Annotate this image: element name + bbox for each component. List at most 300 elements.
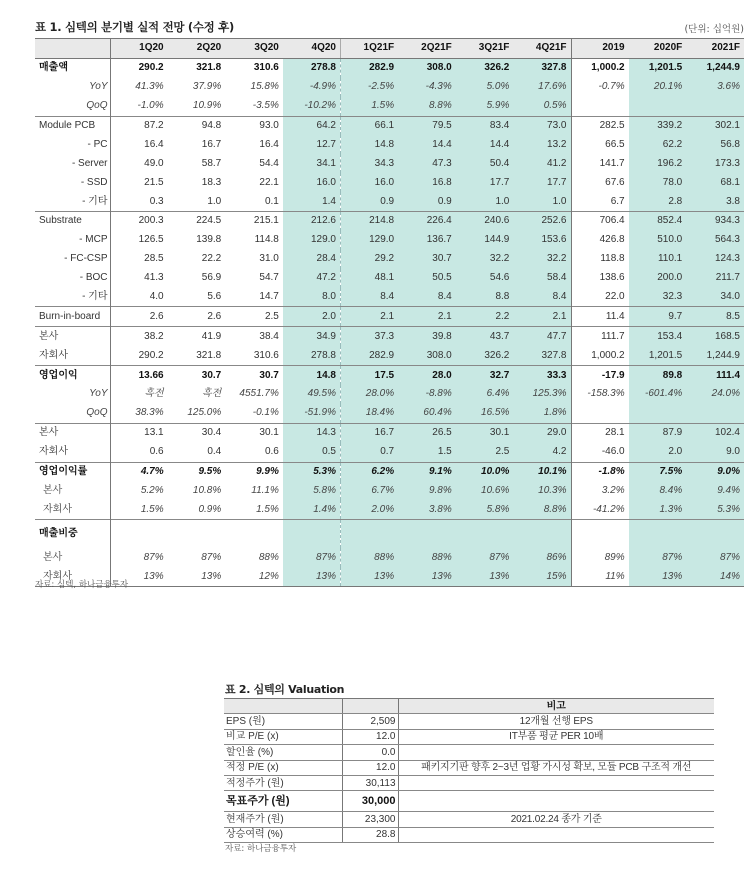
table-cell: 22.2 [201,253,222,265]
table-cell: 110.1 [629,250,687,269]
table-cell: 7.5% [629,462,687,481]
column-header: 3Q21F [456,39,514,59]
table-cell: 14.4 [456,135,514,154]
table-cell: 0.3 [149,195,164,207]
table-cell: -1.8% [571,462,629,481]
value-cell: 2,509 [342,714,398,729]
table-cell: 1.8% [513,404,571,423]
table-cell: 38.4 [225,327,283,346]
table-cell: 9.1% [398,462,456,481]
table-cell: 153.6 [513,231,571,250]
column-header: 3Q20 [225,39,283,59]
table-row [35,250,744,269]
table-cell: 13% [110,567,168,586]
table-cell: 14% [686,567,744,586]
table-cell: 215.1 [225,212,283,231]
table-cell: 1.5% [341,97,399,116]
value-cell: 12.0 [342,760,398,775]
table-cell: 1.5% [140,503,164,515]
table-cell: -4.3% [398,78,456,97]
row-label: 본사 [35,423,110,442]
table-row [35,212,744,231]
table-cell: 196.2 [629,154,687,173]
table-cell: 28.0 [398,366,456,385]
table-cell: 28.4 [283,250,341,269]
table-cell: 5.6 [207,291,222,303]
table-cell: 14.4 [398,135,456,154]
valuation-table [224,698,714,843]
table-cell: 5.0% [456,78,514,97]
table-cell: 282.5 [571,116,629,135]
table-cell: 290.2 [138,62,164,74]
table-cell: 125.0% [187,407,222,419]
table-cell: 124.3 [686,250,744,269]
table-cell [571,520,629,549]
row-label: - Server [35,154,110,173]
table-cell: 14.3 [283,423,341,442]
table-cell: 14.8 [283,366,341,385]
table-cell: 50.5 [398,269,456,288]
table-cell: 8.4 [341,288,399,307]
table-cell: 6.2% [341,462,399,481]
row-label: EPS (원) [224,714,342,729]
table-cell: 54.6 [456,269,514,288]
table-cell: 852.4 [629,212,687,231]
table-cell: 87% [201,551,222,563]
table-cell: 141.7 [571,154,629,173]
table-cell: -0.1% [252,407,279,419]
table-cell: 6.7 [571,192,629,211]
row-label: YoY [35,385,110,404]
table-cell: 224.5 [168,212,226,231]
table-row [35,385,744,404]
table-cell: 13.2 [513,135,571,154]
table-cell: 118.8 [571,250,629,269]
table-cell: 34.1 [283,154,341,173]
table-cell: 41.9 [168,327,226,346]
table-cell: 18.4% [341,404,399,423]
table-cell: 3.6% [686,78,744,97]
table-cell: 4.2 [513,443,571,462]
table-cell: 13% [341,567,399,586]
table-cell: 5.8% [283,481,341,500]
table-cell: 24.0% [686,385,744,404]
table-cell: 2.0% [341,500,399,519]
table-cell: 173.3 [686,154,744,173]
table-cell: 126.5 [138,234,164,246]
table-cell [110,520,168,549]
column-header [224,699,342,714]
table-cell: 1.4% [283,500,341,519]
table-cell: 9.9% [225,462,283,481]
table-row [224,745,714,760]
note-cell: IT부품 평균 PER 10배 [398,729,714,744]
table-row [224,827,714,842]
table-cell [513,520,571,549]
table-cell: 87% [143,551,164,563]
table-cell: 87% [686,548,744,567]
table-cell: 10.6% [456,481,514,500]
table-cell: 102.4 [686,423,744,442]
value-cell: 30,000 [342,791,398,812]
table-row [35,135,744,154]
table-cell: 22.1 [259,176,279,188]
column-header: 2020F [629,39,687,59]
table-cell: 1.3% [629,500,687,519]
table-cell: 114.8 [254,234,279,246]
table-cell: -51.9% [283,404,341,423]
table-cell: 11.1% [251,484,279,496]
table-cell: 214.8 [341,212,399,231]
table-cell: 510.0 [629,231,687,250]
table-cell: 28.5 [144,253,164,265]
table-cell: 10.1% [513,462,571,481]
table-cell: -601.4% [629,385,687,404]
table-cell: 2.8 [629,192,687,211]
row-label: - 기타 [35,288,110,307]
table-cell: 67.6 [571,173,629,192]
table-cell [225,520,283,549]
table-cell: 31.0 [259,253,279,265]
row-label: 적정 P/E (x) [224,760,342,775]
table-cell: 29.0 [513,423,571,442]
table-cell: 56.9 [201,272,222,284]
table-cell: 290.2 [138,349,164,361]
table-cell: 1.0 [456,192,514,211]
row-label: 자회사 [35,567,110,586]
table-row [35,423,744,442]
table-cell: 37.9% [192,81,222,93]
table-cell [456,520,514,549]
table1-title: 표 1. 심텍의 분기별 실적 전망 (수정 후) [35,20,234,34]
table-row [35,462,744,481]
table-cell: 308.0 [398,346,456,365]
table-row [224,729,714,744]
note-cell [398,745,714,760]
row-label: 영업이익률 [35,462,110,481]
column-header [342,699,398,714]
table-cell: -2.5% [341,78,399,97]
table2-source: 자료: 하나금융투자 [225,844,297,854]
table-cell: 2.2 [456,307,514,327]
table-cell: 37.3 [341,327,399,346]
table-cell: 30.1 [225,423,283,442]
table-cell: 16.0 [283,173,341,192]
row-label: 할인율 (%) [224,745,342,760]
table-cell: 2.0 [283,307,341,327]
table-cell: 32.2 [513,250,571,269]
table-cell: 2.5 [225,307,283,327]
table-cell [629,404,687,423]
table-cell: 321.8 [196,62,222,74]
table-cell: 60.4% [398,404,456,423]
row-label: - PC [35,135,110,154]
table-cell: 282.9 [341,58,399,77]
table-cell: 17.7 [456,173,514,192]
table-cell: 16.5% [456,404,514,423]
quarterly-earnings-table [35,38,744,587]
table-cell: 2.6 [110,307,168,327]
table-cell: 934.3 [686,212,744,231]
row-label: 비교 P/E (x) [224,729,342,744]
table-cell: 13% [283,567,341,586]
table-cell [341,520,399,549]
table-cell: 30.7 [168,366,226,385]
table-cell: 28.0% [341,385,399,404]
table-cell: 8.8 [456,288,514,307]
table-cell: 8.8% [398,97,456,116]
table-cell: -10.2% [283,97,341,116]
column-header: 4Q20 [283,39,341,59]
table-cell: 5.2% [140,484,164,496]
table-row [35,173,744,192]
table-cell: 41.2 [513,154,571,173]
table-cell: 6.7% [341,481,399,500]
table-cell: 282.9 [341,346,399,365]
table1-header-row [35,39,744,59]
row-label: 본사 [35,327,110,346]
row-label: Burn-in-board [35,307,110,327]
note-cell [398,827,714,842]
table-cell: 12% [225,567,283,586]
table-cell: 326.2 [456,58,514,77]
row-label: 자회사 [35,443,110,462]
table-cell: 87% [629,548,687,567]
table-cell: 8.5 [686,307,744,327]
table-cell: 129.0 [341,231,399,250]
table-row [35,78,744,97]
table-cell: 2.5 [456,443,514,462]
table-cell: -17.9 [571,366,629,385]
table-cell: 252.6 [513,212,571,231]
table-cell: 278.8 [283,58,341,77]
table-cell: 16.7 [341,423,399,442]
table-cell: -3.5% [252,100,279,112]
row-label: 목표주가 (원) [224,791,342,812]
value-cell: 0.0 [342,745,398,760]
table-cell: 21.5 [144,176,164,188]
table-cell: 9.7 [629,307,687,327]
table-cell: -8.8% [398,385,456,404]
table-cell: 5.9% [456,97,514,116]
table-cell: 16.4 [144,138,164,150]
table-cell: 18.3 [201,176,222,188]
table-cell: 5.3% [283,462,341,481]
table-cell: 212.6 [283,212,341,231]
table-cell: 1.5% [256,503,279,515]
table-cell: 0.5 [283,443,341,462]
table-cell: 22.0 [571,288,629,307]
table-cell: 0.6 [149,446,164,458]
table-cell: 3.2% [571,481,629,500]
row-label: 적정주가 (원) [224,775,342,790]
row-label: - FC-CSP [35,250,110,269]
table-cell: 49.5% [283,385,341,404]
row-label: 자회사 [35,346,110,365]
table-cell: 11% [571,567,629,586]
table-cell: 3.8 [686,192,744,211]
table-cell: 78.0 [629,173,687,192]
table1-header-bar [35,17,744,35]
table-cell: 34.9 [283,327,341,346]
table-row [224,812,714,827]
table-cell: 16.0 [341,173,399,192]
row-label: - MCP [35,231,110,250]
table2-title: 표 2. 심텍의 Valuation [225,683,345,696]
note-cell [398,775,714,790]
table-cell [571,97,629,116]
table-cell: 211.7 [686,269,744,288]
table-cell [571,404,629,423]
row-label: 상승여력 (%) [224,827,342,842]
table-cell: 58.7 [201,157,222,169]
table-cell: 73.0 [513,116,571,135]
table-cell: 129.0 [283,231,341,250]
table-cell [398,520,456,549]
table-row [35,154,744,173]
table-cell: 88% [258,551,279,563]
table-cell: 79.5 [398,116,456,135]
table-row [35,327,744,346]
table2-header-row [224,699,714,714]
table-cell: 17.7 [513,173,571,192]
table-row [35,366,744,385]
table1-source: 자료: 심텍, 하나금융투자 [35,580,129,590]
table-cell: 28.1 [571,423,629,442]
table-cell [283,520,341,549]
table-cell: 2.1 [398,307,456,327]
table-cell: 15.8% [250,81,279,93]
value-cell: 23,300 [342,812,398,827]
table-cell: 87% [456,548,514,567]
table-row [35,231,744,250]
table-cell: 10.8% [192,484,222,496]
table-row [35,481,744,500]
row-label: 현재주가 (원) [224,812,342,827]
table-cell: 흑전 [201,388,222,400]
row-label: YoY [35,78,110,97]
column-header: 2Q21F [398,39,456,59]
table-cell: 5.3% [686,500,744,519]
table-cell: 168.5 [686,327,744,346]
table-cell: 1,000.2 [571,346,629,365]
row-label: 매출비중 [35,520,110,549]
table-row [35,288,744,307]
table-cell: 9.5% [168,462,226,481]
table-cell: 32.2 [456,250,514,269]
table-cell: 3.8% [398,500,456,519]
table-cell: 30.4 [168,423,226,442]
table-cell: 13% [398,567,456,586]
table-cell [629,520,687,549]
column-header: 1Q20 [110,39,168,59]
row-label: 본사 [35,548,110,567]
table-cell: 706.4 [571,212,629,231]
table-cell: 1.0 [513,192,571,211]
table-cell: 426.8 [571,231,629,250]
table-cell: -46.0 [571,443,629,462]
value-cell: 28.8 [342,827,398,842]
table-cell: 30.1 [456,423,514,442]
table-cell: 64.2 [283,116,341,135]
table-cell: 88% [341,548,399,567]
table-row [35,520,744,549]
table-cell: 83.4 [456,116,514,135]
table-cell: 0.1 [264,195,279,207]
table-cell: 326.2 [456,346,514,365]
table-cell: 13% [456,567,514,586]
table-cell: 66.5 [571,135,629,154]
row-label: Substrate [35,212,110,231]
table-row [35,269,744,288]
table-cell: 1,201.5 [629,58,687,77]
table-cell: 139.8 [196,234,222,246]
table-row [35,346,744,365]
table-cell: 11.4 [571,307,629,327]
column-header: 2021F [686,39,744,59]
table-cell: 33.3 [513,366,571,385]
table-cell [686,404,744,423]
table-cell: -1.0% [137,100,164,112]
table-cell: 2.1 [341,307,399,327]
column-header: 1Q21F [341,39,399,59]
table-cell: 16.8 [398,173,456,192]
table-cell: 93.0 [225,116,283,135]
row-label: 자회사 [35,500,110,519]
table-cell: -4.9% [283,78,341,97]
table-cell: 2.6 [168,307,226,327]
table-cell: 2.1 [513,307,571,327]
table-cell: 87.9 [629,423,687,442]
table-cell: 0.4 [207,446,222,458]
row-label: - BOC [35,269,110,288]
header-corner [35,39,110,59]
row-label: 본사 [35,481,110,500]
row-label: QoQ [35,404,110,423]
table-row [35,548,744,567]
note-cell: 패키지기판 향후 2~3년 업황 가시성 확보, 모듈 PCB 구조적 개선 [398,760,714,775]
table-row [35,58,744,77]
table-cell: 49.0 [144,157,164,169]
table-row [224,775,714,790]
table-cell: 278.8 [283,346,341,365]
table-cell: 34.3 [341,154,399,173]
table-cell: 8.4 [398,288,456,307]
table-cell: 0.6 [264,446,279,458]
table-cell: 2.0 [629,443,687,462]
column-header: 2Q20 [168,39,226,59]
table-row [35,97,744,116]
table-cell [686,97,744,116]
table-cell: 1,201.5 [629,346,687,365]
table-cell: 16.7 [201,138,222,150]
table-cell: 87.2 [110,116,168,135]
table-cell: 10.0% [456,462,514,481]
table-cell: 62.2 [629,135,687,154]
table-cell: 38.3% [135,407,164,419]
table-cell: 1.0 [207,195,222,207]
table-cell: 327.8 [513,58,571,77]
table-cell: 94.8 [168,116,226,135]
value-cell: 12.0 [342,729,398,744]
table-cell: 20.1% [629,78,687,97]
note-cell [398,791,714,812]
table-cell: 58.4 [513,269,571,288]
table-cell: 240.6 [456,212,514,231]
table-cell: 89% [571,548,629,567]
row-label: QoQ [35,97,110,116]
table-cell: 흑전 [144,388,164,400]
